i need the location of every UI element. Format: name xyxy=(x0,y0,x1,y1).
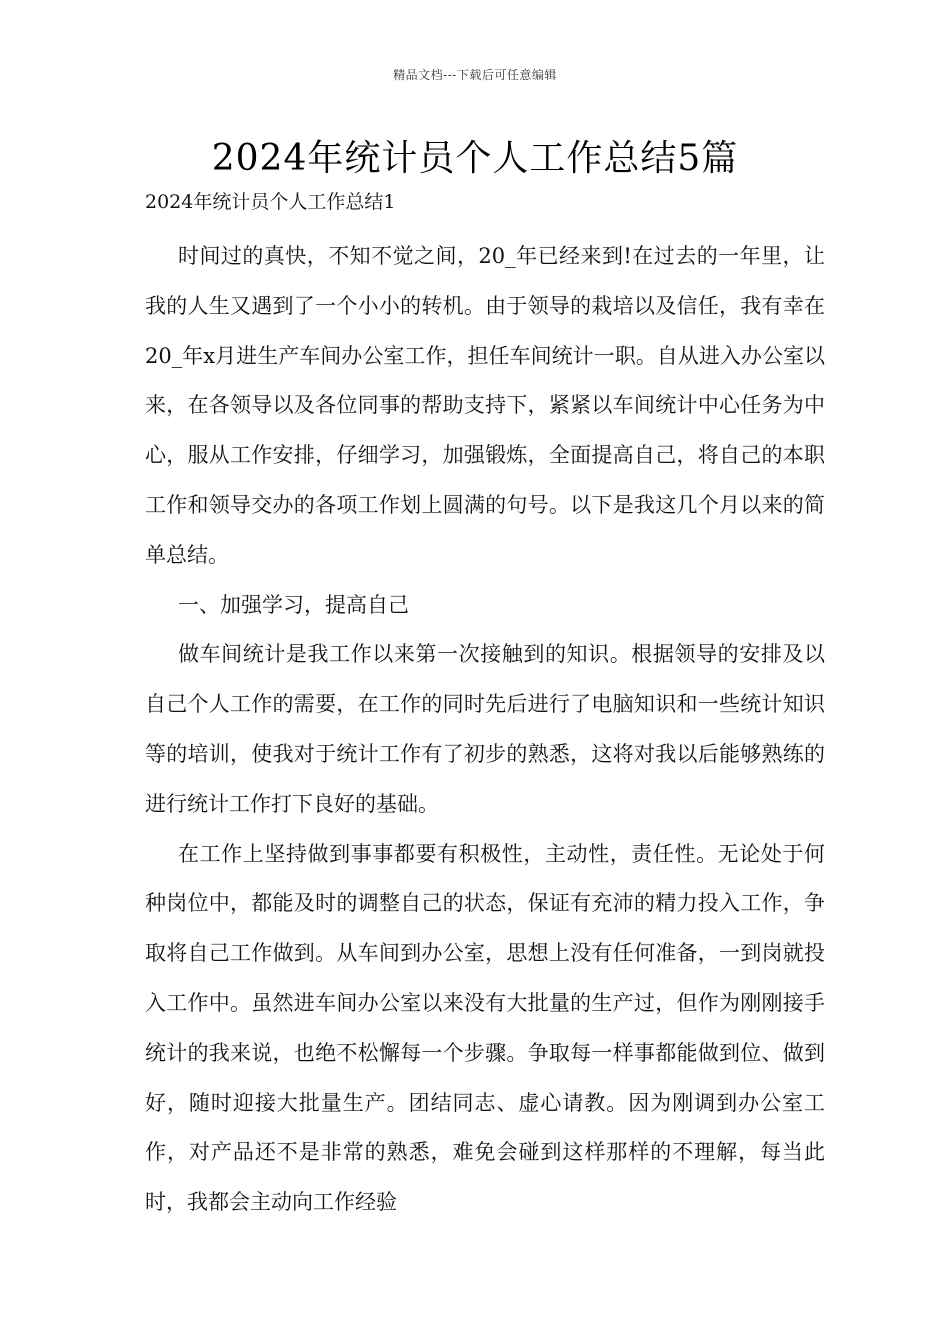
document-title: 2024年统计员个人工作总结5篇 xyxy=(211,138,739,179)
body-text xyxy=(145,232,825,1228)
paragraph-work-attitude: 在工作上坚持做到事事都要有积极性，主动性，责任性。无论处于何种岗位中，都能及时的调整自己的状态，保证有充沛的精力投入工作，争取将自己工作做到。从车间到办公室，思想上没有任何准备，一到岗就投入工作中。虽然进车间办公室以来没有大批量的生产过，但作为刚刚接手统计的我来说，也绝不松懈每一个步骤。争取每一样事都能做到位、做到好，随时迎接大批量生产。团结同志、虚心请教。因为刚调到办公室工作，对产品还不是非常的熟悉，难免会碰到这样那样的不理解，每当此时，我都会主动向工作经验 xyxy=(145,841,825,1215)
header-note: 精品文档---下载后可任意编辑 xyxy=(393,68,557,82)
paragraph-subheading: 一、加强学习，提高自己 xyxy=(178,592,409,617)
paragraph-intro: 时间过的真快，不知不觉之间，20_年已经来到!在过去的一年里，让我的人生又遇到了一个小小的转机。由于领导的栽培以及信任，我有幸在20_年x月进生产车间办公室工作，担任车间统计一职。自从进入办公室以来，在各领导以及各位同事的帮助支持下，紧紧以车间统计中心任务为中心，服从工作安排，仔细学习，加强锻炼，全面提高自己，将自己的本职工作和领导交办的各项工作划上圆满的句号。以下是我这几个月以来的简单总结。 xyxy=(145,244,825,567)
paragraph-learning: 做车间统计是我工作以来第一次接触到的知识。根据领导的安排及以自己个人工作的需要，在工作的同时先后进行了电脑知识和一些统计知识等的培训，使我对于统计工作有了初步的熟悉，这将对我以后能够熟练的进行统计工作打下良好的基础。 xyxy=(145,642,825,816)
section-heading: 2024年统计员个人工作总结1 xyxy=(145,191,396,213)
